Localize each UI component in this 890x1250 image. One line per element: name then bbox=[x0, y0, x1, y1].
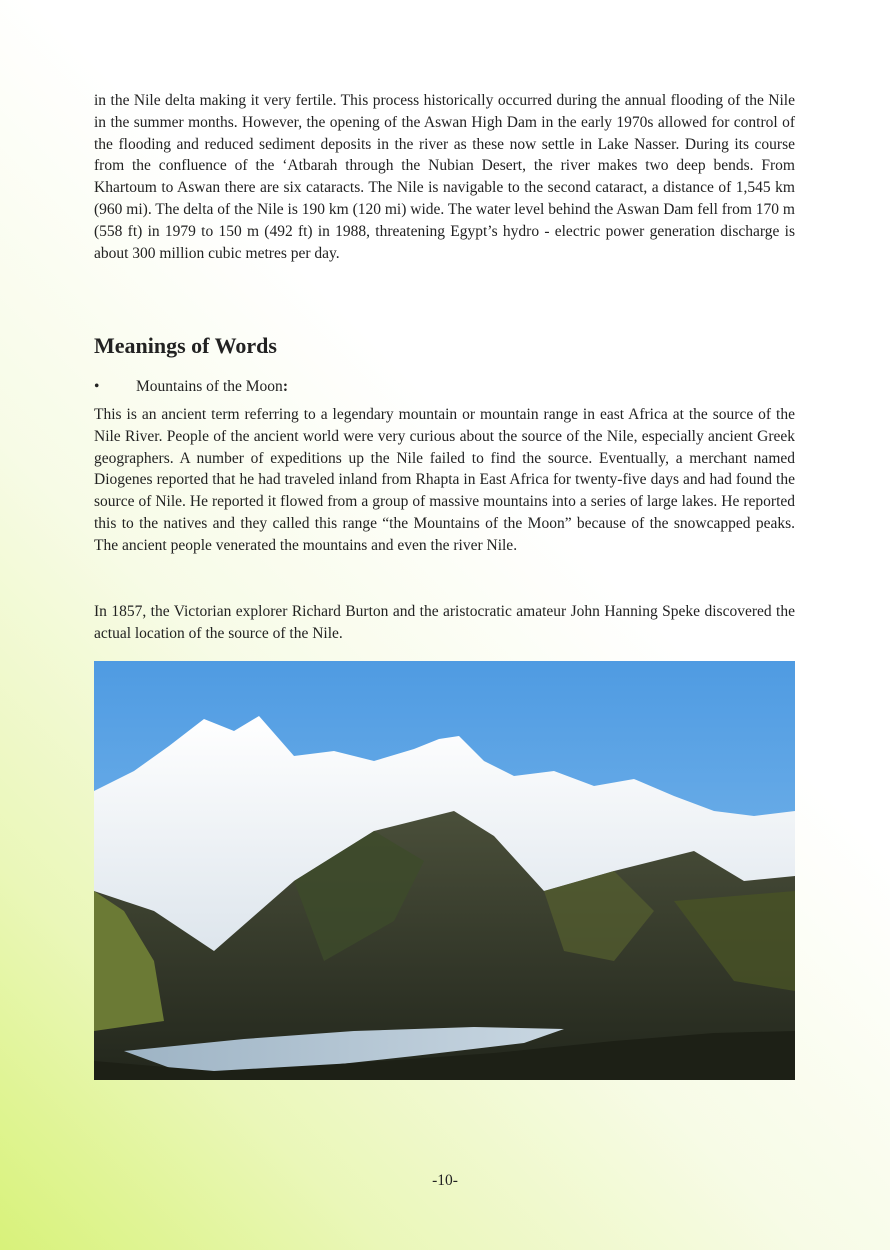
bullet-icon: • bbox=[94, 378, 100, 395]
section-heading: Meanings of Words bbox=[94, 333, 277, 358]
paragraph-burton-speke: In 1857, the Victorian explorer Richard Burton and the aristocratic amateur John Hanning Speke discovered the actual location of the source of the Nile. bbox=[94, 603, 795, 642]
bullet-colon: : bbox=[282, 378, 288, 395]
paragraph-mountains-of-moon: This is an ancient term referring to a legendary mountain or mountain range in east Africa at the source of the Nile River. People of the ancient world were very curious about the source of the Nile, especially ancient Greek geographers. A number of expeditions up the Nile failed to find the source. Eventually, a merchant named Diogenes reported that he had traveled inland from Rhapta in East Africa for twenty-five days and had found the source of Nile. He reported it flowed from a group of massive mountains into a series of large lakes. He reported this to the natives and they called this range “the Mountains of the Moon” because of the snowcapped peaks. The ancient people venerated the mountains and even the river Nile. bbox=[94, 406, 795, 554]
mountain-photo-illustration bbox=[94, 661, 795, 1080]
paragraph-nile-delta: in the Nile delta making it very fertile. This process historically occurred during the annual flooding of the Nile in the summer months. However, the opening of the Aswan High Dam in the early 1970s allowed for control of the flooding and reduced sediment deposits in the river as these now settle in Lake Nasser. During its course from the confluence of the ‘Atbarah through the Nubian Desert, the river makes two deep bends. From Khartoum to Aswan there are six cataracts. The Nile is navigable to the second cataract, a distance of 1,545 km (960 mi). The delta of the Nile is 190 km (120 mi) wide. The water level behind the Aswan Dam fell from 170 m (558 ft) in 1979 to 150 m (492 ft) in 1988, threatening Egypt’s hydro - electric power generation discharge is about 300 million cubic metres per day. bbox=[94, 92, 795, 262]
page-number: -10- bbox=[432, 1172, 458, 1189]
mountain-photo bbox=[94, 661, 795, 1080]
bullet-term: Mountains of the Moon bbox=[136, 378, 283, 395]
bullet-item bbox=[94, 376, 288, 398]
